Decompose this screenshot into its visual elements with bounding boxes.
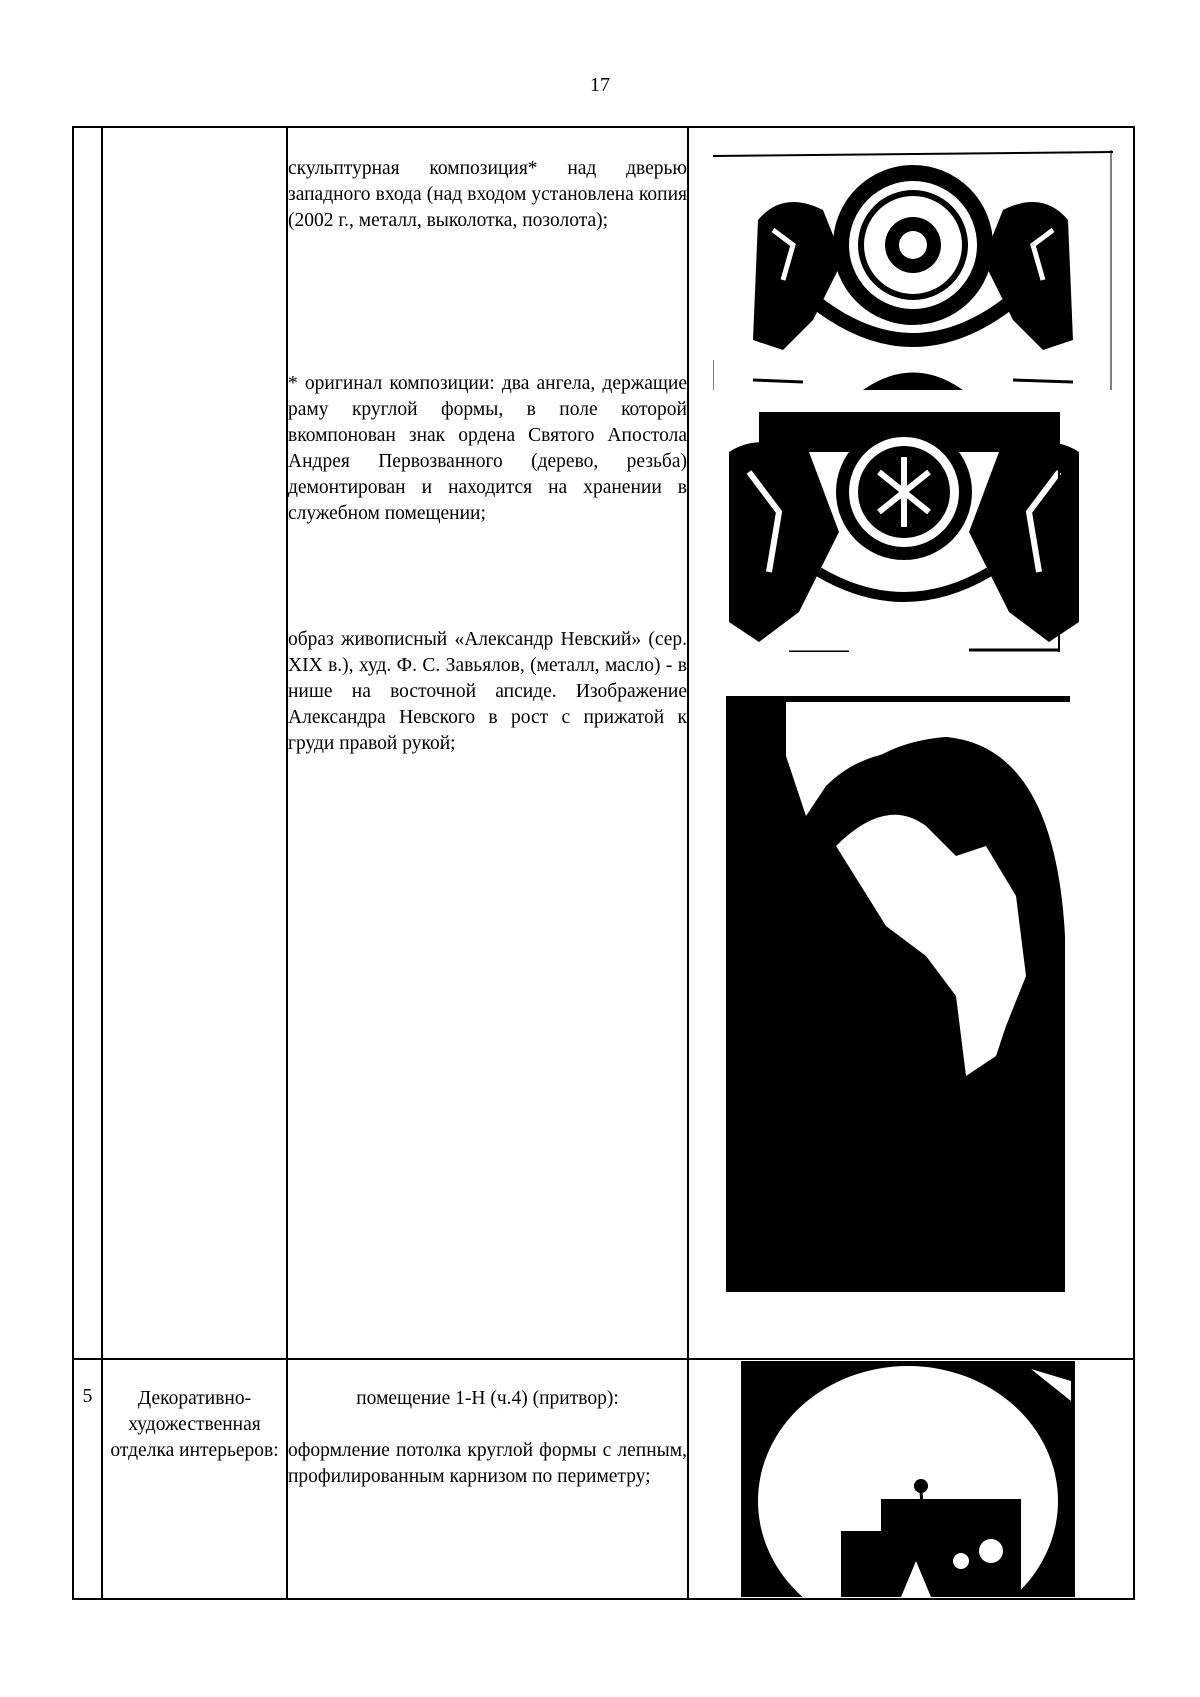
photo-sculpture-original [719, 412, 1089, 652]
row-photo-cell [688, 127, 1134, 1359]
table-row [73, 127, 1134, 1359]
photo-ceiling-round [741, 1361, 1075, 1597]
row-description-cell [287, 1359, 688, 1599]
row-photo-cell [688, 1359, 1134, 1599]
row-category-cell [102, 127, 287, 1359]
item-description: образ живописный «Александр Невский» (сер. XIX в.), худ. Ф. С. Завьялов, (металл, масло) - в нише на восточной апсиде. Изображение Александра Невского в рост с прижатой к груди правой рукой; [288, 629, 687, 754]
row-number-cell: 5 [73, 1359, 102, 1599]
page-number: 17 [590, 74, 610, 96]
photo-sculpture-copy [713, 150, 1113, 390]
photo-icon-alexander-nevsky [726, 696, 1070, 1292]
monument-table [72, 126, 1135, 1600]
item-description: оформление потолка круглой формы с лепным, профилированным карнизом по периметру; [288, 1440, 687, 1487]
item-description: помещение 1-Н (ч.4) (притвор): [356, 1388, 619, 1409]
table-row [73, 1359, 1134, 1599]
row-number-cell [73, 127, 102, 1359]
row-description-cell [287, 127, 688, 1359]
item-description: скульптурная композиция* над дверью западного входа (над входом установлена копия (2002 г., металл, выколотка, позолота); [288, 158, 687, 231]
item-description: * оригинал композиции: два ангела, держащие раму круглой формы, в поле которой вкомпонован знак ордена Святого Апостола Андрея Первозванного (дерево, резьба) демонтирован и находится на хранении в служебном помещении; [288, 373, 687, 524]
row-category-cell: Декоративно-художественная отделка интерьеров: [102, 1359, 287, 1599]
